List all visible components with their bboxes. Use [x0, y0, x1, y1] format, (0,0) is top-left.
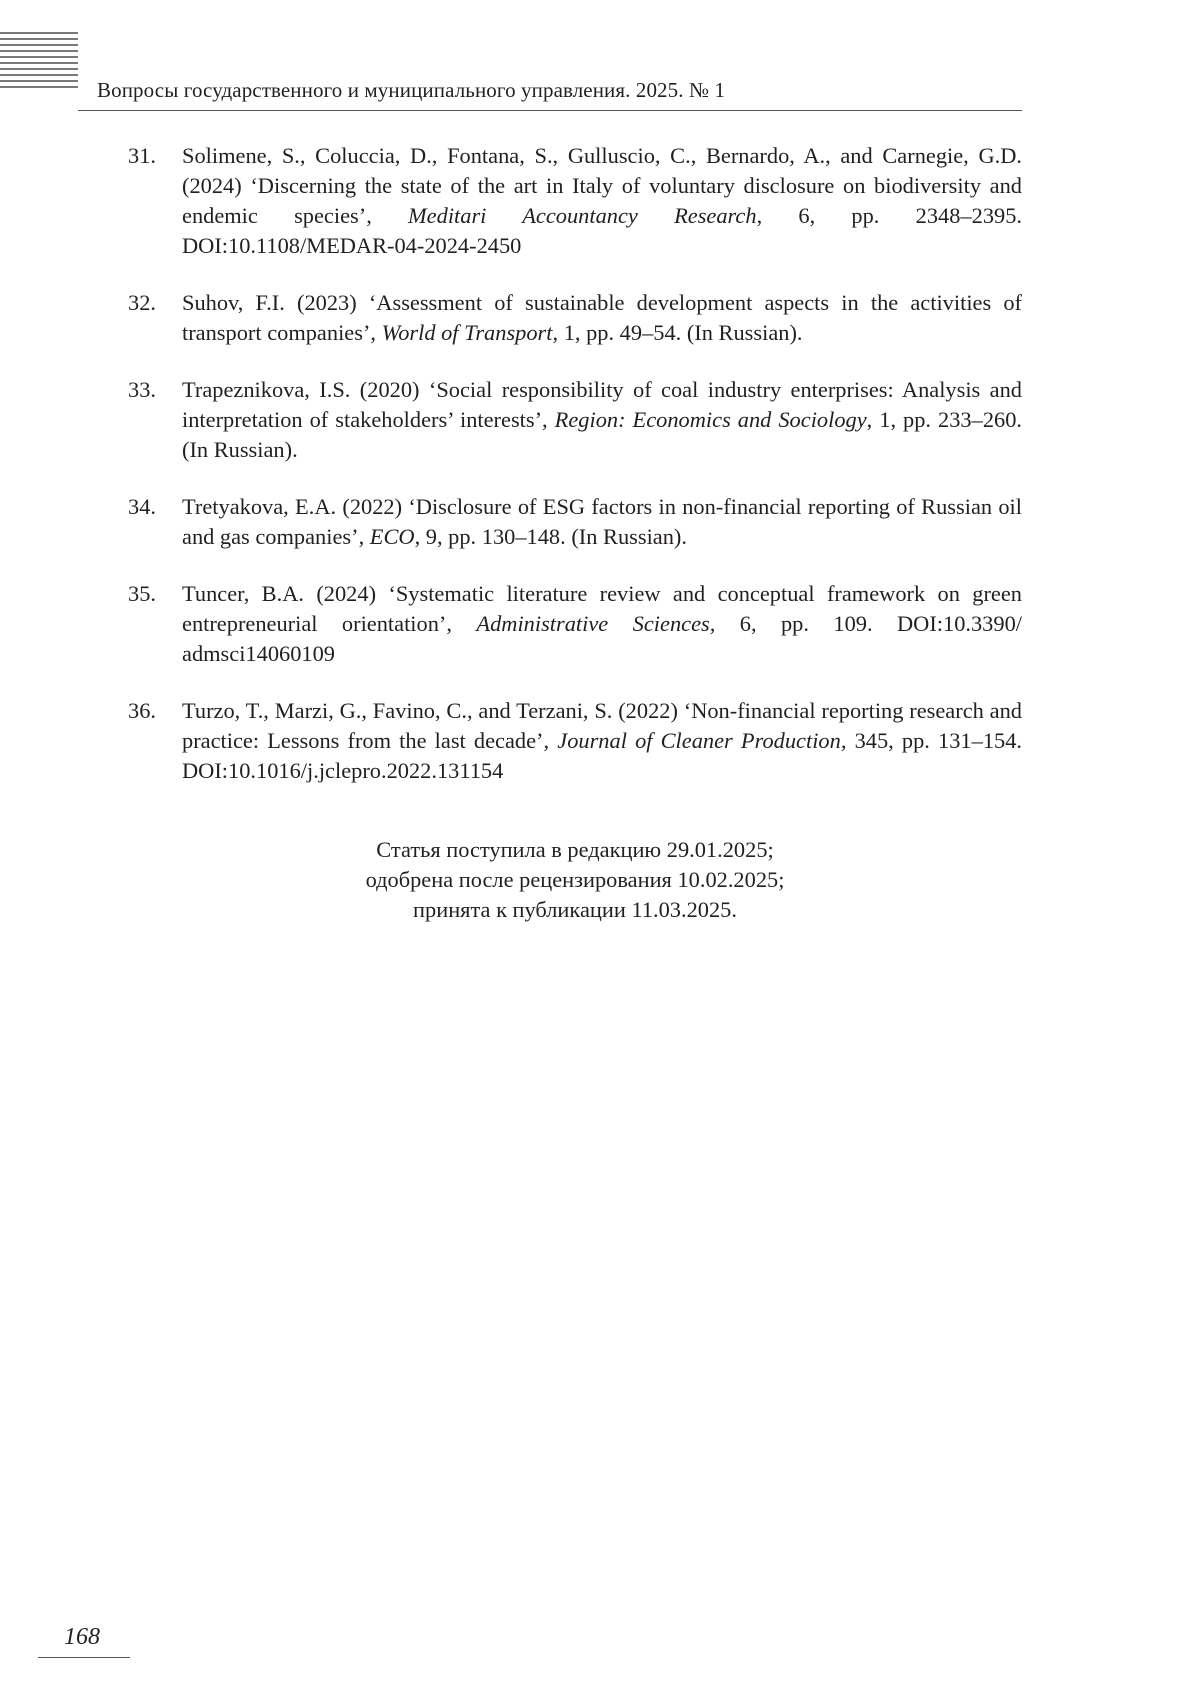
reference-source: Administrative Sciences,: [476, 611, 716, 636]
page-number: 168: [64, 1624, 100, 1650]
reference-number: 32.: [128, 290, 156, 315]
reference-text-part: 6, pp. 109. DOI:10.3390/ admsci14060109: [182, 611, 1022, 666]
reference-text-part: Tretyakova, E.A. (2022) ‘Disclosure of ESG factors in non-financial reporting of Russian oil and gas companies’,: [182, 494, 1022, 549]
article-dates: [0, 835, 1150, 925]
received-date-line: Статья поступила в редакцию 29.01.2025;: [376, 837, 774, 862]
reference-item: [128, 696, 1022, 786]
reference-text-part: Tuncer, B.A. (2024) ‘Systematic literature review and conceptual framework on green entrepreneurial orientation’,: [182, 581, 1022, 636]
reference-number: 33.: [128, 377, 156, 402]
reference-text: [182, 492, 1022, 552]
reference-text: [182, 696, 1022, 786]
reviewed-date-line: одобрена после рецензирования 10.02.2025;: [365, 867, 785, 892]
reference-source: Region: Economics and Sociology: [554, 407, 867, 432]
reference-source: World of Transport: [381, 320, 553, 345]
reference-number: 31.: [128, 143, 156, 168]
reference-source: Meditari Accountancy Research: [408, 203, 757, 228]
accepted-date-line: принята к публикации 11.03.2025.: [413, 897, 737, 922]
reference-source: ECO: [369, 524, 415, 549]
reference-item: [128, 375, 1022, 465]
reference-number: 34.: [128, 494, 156, 519]
reference-text: [182, 375, 1022, 465]
reference-item: [128, 288, 1022, 348]
journal-running-head: Вопросы государственного и муниципального управления. 2025. № 1: [97, 78, 726, 102]
header-rule: [78, 110, 1022, 111]
footer-rule: [38, 1657, 130, 1658]
reference-text-part: Solimene, S., Coluccia, D., Fontana, S., Gulluscio, C., Bernardo, A., and Carnegie, G.D. (2024) ‘Discerning the state of the art in Italy of voluntary disclosure on biodiversity and endemic species’,: [182, 143, 1022, 228]
reference-item: [128, 141, 1022, 261]
header-decoration: [0, 32, 78, 92]
reference-item: [128, 579, 1022, 669]
reference-text-part: Suhov, F.I. (2023) ‘Assessment of sustainable development aspects in the activities of transport companies’,: [182, 290, 1022, 345]
reference-source: Journal of Cleaner Production,: [557, 728, 847, 753]
reference-text: [182, 288, 1022, 348]
reference-text-part: Turzo, T., Marzi, G., Favino, C., and Terzani, S. (2022) ‘Non-financial reporting research and practice: Lessons from the last decade’,: [182, 698, 1022, 753]
reference-text-part: , 1, pp. 49–54. (In Russian).: [552, 320, 803, 345]
reference-list: [128, 141, 1022, 813]
reference-text: [182, 579, 1022, 669]
reference-number: 35.: [128, 581, 156, 606]
reference-text-part: 345, pp. 131–154. DOI:10.1016/j.jclepro.2022.131154: [182, 728, 1022, 783]
reference-text-part: Trapeznikova, I.S. (2020) ‘Social responsibility of coal industry enterprises: Analysis and interpretation of stakeholders’ interests’,: [182, 377, 1022, 432]
reference-text: [182, 141, 1022, 261]
reference-item: [128, 492, 1022, 552]
reference-text-part: , 1, pp. 233–260. (In Russian).: [182, 407, 1022, 462]
reference-text-part: , 9, pp. 130–148. (In Russian).: [414, 524, 687, 549]
reference-text-part: , 6, pp. 2348–2395. DOI:10.1108/MEDAR-04-2024-2450: [182, 203, 1022, 258]
reference-number: 36.: [128, 698, 156, 723]
